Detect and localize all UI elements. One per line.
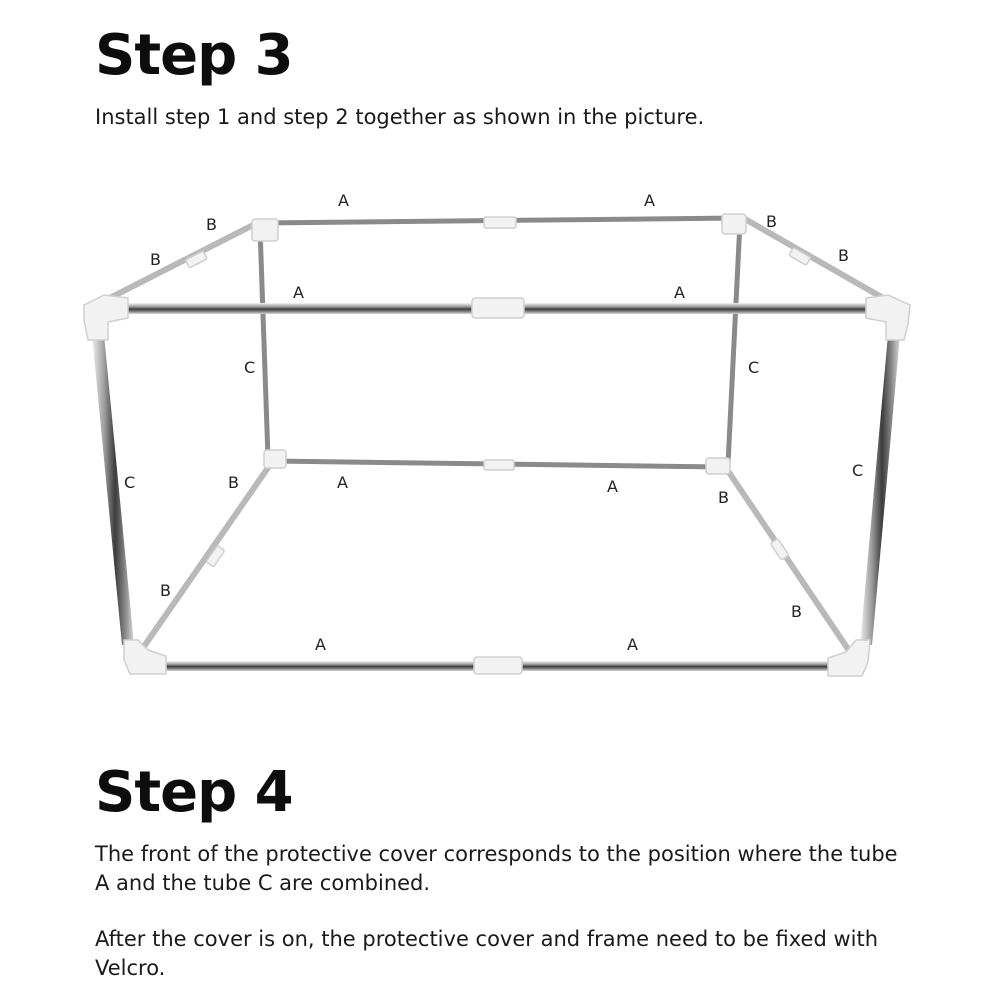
label-a: A	[627, 635, 638, 654]
step3-title: Step 3	[95, 23, 293, 88]
tube-labels	[124, 191, 863, 654]
connector-top-back-middle	[484, 217, 516, 228]
label-b: B	[150, 250, 161, 269]
corner-top-back-right	[722, 214, 746, 234]
tube-c-front-right	[860, 335, 900, 645]
label-a: A	[337, 473, 348, 492]
tube-c-back-left	[260, 228, 268, 458]
label-b: B	[718, 488, 729, 507]
connectors	[84, 214, 910, 676]
connector-bottom-back-middle	[484, 460, 514, 470]
label-a: A	[338, 191, 349, 210]
step3-description: Install step 1 and step 2 together as shown in the picture.	[95, 105, 705, 129]
step4-paragraph-1: The front of the protective cover corresponds to the position where the tube A and the tube C are combined.	[95, 842, 898, 895]
corner-top-front-right	[866, 295, 910, 340]
label-b: B	[160, 581, 171, 600]
label-a: A	[293, 283, 304, 302]
corner-top-back-left	[252, 219, 278, 241]
back-frame	[260, 218, 740, 467]
tube-b-bottom-right	[726, 468, 852, 655]
label-a: A	[674, 283, 685, 302]
corner-bottom-back-right	[706, 458, 730, 474]
corner-bottom-back-left	[264, 450, 286, 468]
label-b: B	[791, 602, 802, 621]
connector-bottom-front-middle	[474, 657, 522, 674]
label-a: A	[607, 477, 618, 496]
label-c: C	[852, 461, 864, 480]
label-b: B	[206, 215, 217, 234]
label-b: B	[228, 473, 239, 492]
label-c: C	[124, 473, 136, 492]
label-a: A	[315, 635, 326, 654]
side-tubes-b	[100, 219, 890, 655]
label-b: B	[838, 246, 849, 265]
corner-top-front-left	[84, 295, 128, 340]
label-c: C	[748, 358, 760, 377]
tube-c-back-right	[728, 222, 740, 464]
label-b: B	[766, 212, 777, 231]
step4-paragraph-2: After the cover is on, the protective cover and frame need to be fixed with Velcro.	[95, 927, 879, 980]
tube-b-top-right	[745, 219, 890, 302]
connector-top-front-middle	[472, 298, 524, 318]
frame-assembly-diagram	[0, 170, 1000, 710]
label-c: C	[244, 358, 256, 377]
connector-b-bottom-right	[770, 538, 789, 560]
step4-title: Step 4	[95, 760, 293, 825]
tube-b-bottom-left	[138, 462, 272, 655]
label-a: A	[644, 191, 655, 210]
tube-b-top-left	[100, 224, 255, 303]
